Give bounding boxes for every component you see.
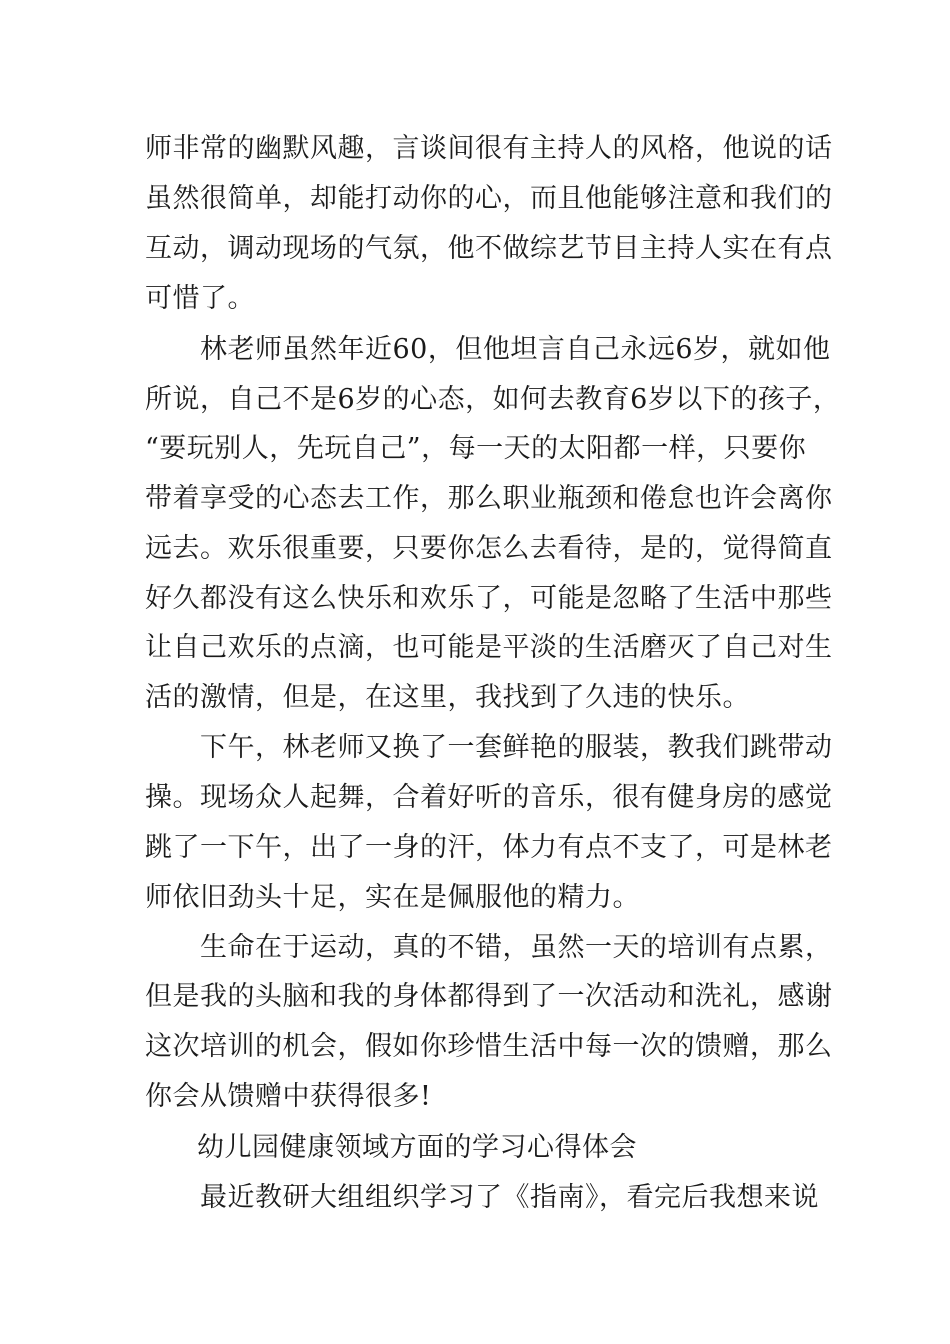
- paragraph-line: “要玩别人，先玩自己”，每一天的太阳都一样，只要你: [145, 433, 807, 464]
- paragraph-line: 生命在于运动，真的不错，虽然一天的培训有点累，: [200, 932, 833, 963]
- paragraph-line: 下午，林老师又换了一套鲜艳的服装，教我们跳带动: [200, 732, 833, 763]
- paragraph-line: 师依旧劲头十足，实在是佩服他的精力。: [145, 882, 640, 913]
- paragraph-line: 让自己欢乐的点滴，也可能是平淡的生活磨灭了自己对生: [145, 632, 833, 663]
- paragraph-line: 互动，调动现场的气氛，他不做综艺节目主持人实在有点: [145, 233, 833, 264]
- paragraph-line: 跳了一下午，出了一身的汗，体力有点不支了，可是林老: [145, 832, 833, 863]
- paragraph-line: 虽然很简单，却能打动你的心，而且他能够注意和我们的: [145, 183, 833, 214]
- paragraph-line: 最近教研大组组织学习了《指南》，看完后我想来说: [200, 1182, 819, 1213]
- paragraph-line: 好久都没有这么快乐和欢乐了，可能是忽略了生活中那些: [145, 583, 833, 614]
- paragraph-line: 活的激情，但是，在这里，我找到了久违的快乐。: [145, 682, 750, 713]
- paragraph-line: 所说，自己不是6岁的心态，如何去教育6岁以下的孩子，: [145, 384, 841, 415]
- paragraph-line: 带着享受的心态去工作，那么职业瓶颈和倦怠也许会离你: [145, 483, 833, 514]
- paragraph-line: 这次培训的机会，假如你珍惜生活中每一次的馈赠，那么: [145, 1031, 833, 1062]
- paragraph-line: 远去。欢乐很重要，只要你怎么去看待，是的，觉得简直: [145, 533, 833, 564]
- paragraph-line: 但是我的头脑和我的身体都得到了一次活动和洗礼，感谢: [145, 981, 833, 1012]
- paragraph-line: 林老师虽然年近60，但他坦言自己永远6岁，就如他: [200, 334, 831, 365]
- paragraph-line: 操。现场众人起舞，合着好听的音乐，很有健身房的感觉: [145, 782, 833, 813]
- paragraph-line: 可惜了。: [145, 283, 255, 314]
- section-heading: 幼儿园健康领域方面的学习心得体会: [197, 1132, 637, 1163]
- paragraph-line: 师非常的幽默风趣，言谈间很有主持人的风格，他说的话: [145, 133, 833, 164]
- paragraph-line: 你会从馈赠中获得很多!: [145, 1081, 432, 1112]
